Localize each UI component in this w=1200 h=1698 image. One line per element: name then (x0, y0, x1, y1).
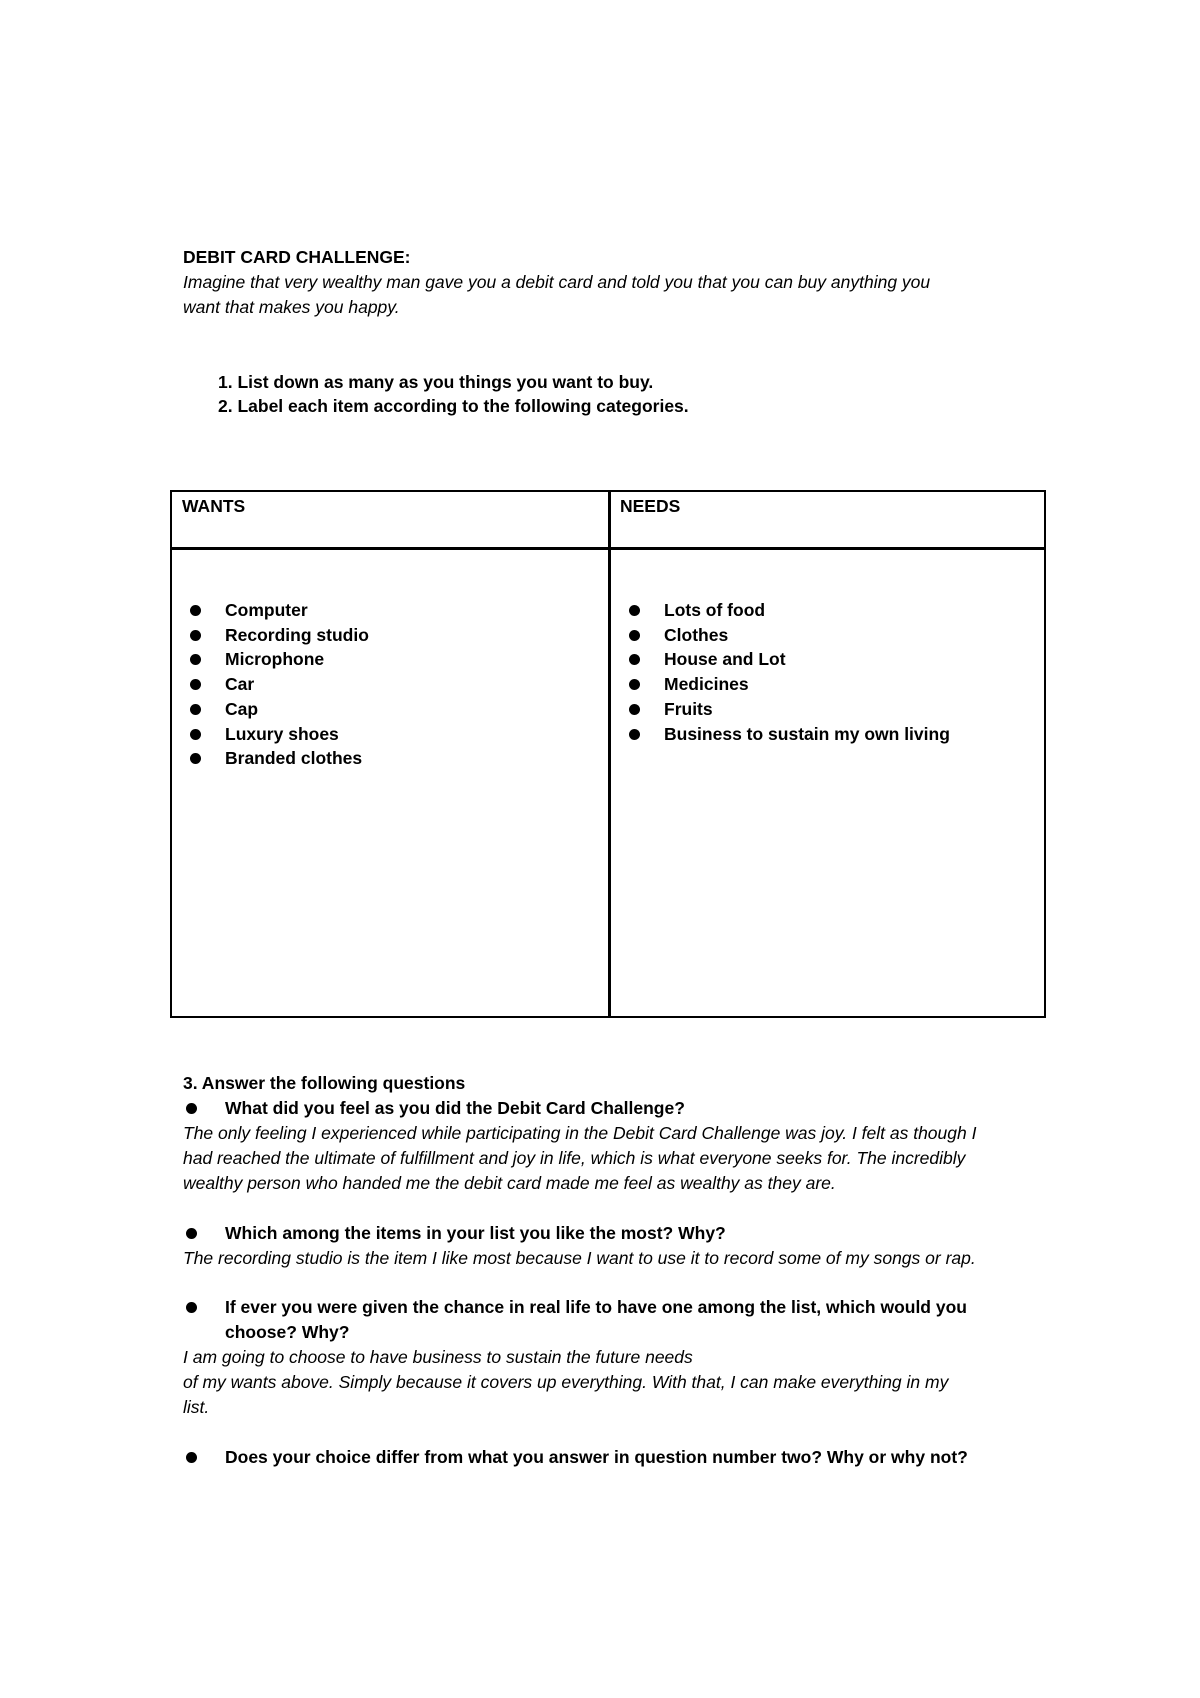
wants-list-item: Luxury shoes (186, 722, 369, 747)
question-3-line-2: choose? Why? (225, 1322, 350, 1342)
needs-list-item: Business to sustain my own living (625, 722, 950, 747)
bullet-icon (190, 704, 201, 715)
intro-text-line-1: Imagine that very wealthy man gave you a debit card and told you that you can buy anything you (183, 272, 931, 292)
page-title: DEBIT CARD CHALLENGE: (183, 247, 411, 267)
bullet-icon (190, 630, 201, 641)
questions-heading: 3. Answer the following questions (183, 1073, 466, 1093)
bullet-icon (190, 753, 201, 764)
needs-list-item: Lots of food (625, 598, 950, 623)
wants-list-item: Cap (186, 697, 369, 722)
bullet-icon (190, 729, 201, 740)
needs-list-item: House and Lot (625, 647, 950, 672)
bullet-icon (629, 654, 640, 665)
bullet-icon (629, 729, 640, 740)
bullet-icon (629, 630, 640, 641)
needs-list (625, 598, 950, 746)
wants-list-item: Computer (186, 598, 369, 623)
answer-1-line-2: had reached the ultimate of fulfillment and joy in life, which is what everyone seeks for. The incredibly (183, 1148, 966, 1168)
bullet-icon (629, 679, 640, 690)
answer-3-line-1: I am going to choose to have business to sustain the future needs (183, 1347, 693, 1367)
answer-1-line-3: wealthy person who handed me the debit card made me feel as wealthy as they are. (183, 1173, 836, 1193)
table-header-divider (170, 547, 1046, 550)
bullet-icon (629, 605, 640, 616)
wants-column-header: WANTS (182, 496, 246, 516)
bullet-icon (186, 1228, 197, 1239)
question-4: Does your choice differ from what you answer in question number two? Why or why not? (225, 1447, 968, 1467)
bullet-icon (190, 654, 201, 665)
answer-2-line-1: The recording studio is the item I like most because I want to use it to record some of my songs or rap. (183, 1248, 976, 1268)
instruction-step-1: 1. List down as many as you things you want to buy. (218, 372, 654, 392)
question-3-line-1: If ever you were given the chance in real life to have one among the list, which would you (225, 1297, 967, 1317)
question-1: What did you feel as you did the Debit Card Challenge? (225, 1098, 685, 1118)
bullet-icon (186, 1452, 197, 1463)
answer-3-line-3: list. (183, 1397, 210, 1417)
bullet-icon (186, 1302, 197, 1313)
question-2: Which among the items in your list you like the most? Why? (225, 1223, 726, 1243)
table-column-divider (608, 490, 611, 1018)
needs-column-header: NEEDS (620, 496, 681, 516)
answer-3-line-2: of my wants above. Simply because it covers up everything. With that, I can make everything in my (183, 1372, 949, 1392)
bullet-icon (186, 1103, 197, 1114)
wants-list-item: Branded clothes (186, 746, 369, 771)
bullet-icon (629, 704, 640, 715)
wants-list-item: Microphone (186, 647, 369, 672)
needs-list-item: Clothes (625, 623, 950, 648)
wants-list-item: Recording studio (186, 623, 369, 648)
instruction-step-2: 2. Label each item according to the following categories. (218, 396, 689, 416)
bullet-icon (190, 679, 201, 690)
wants-list-item: Car (186, 672, 369, 697)
bullet-icon (190, 605, 201, 616)
needs-list-item: Medicines (625, 672, 950, 697)
intro-text-line-2: want that makes you happy. (183, 297, 400, 317)
answer-1-line-1: The only feeling I experienced while participating in the Debit Card Challenge was joy. I felt as though I (183, 1123, 977, 1143)
needs-list-item: Fruits (625, 697, 950, 722)
wants-list (186, 598, 369, 771)
